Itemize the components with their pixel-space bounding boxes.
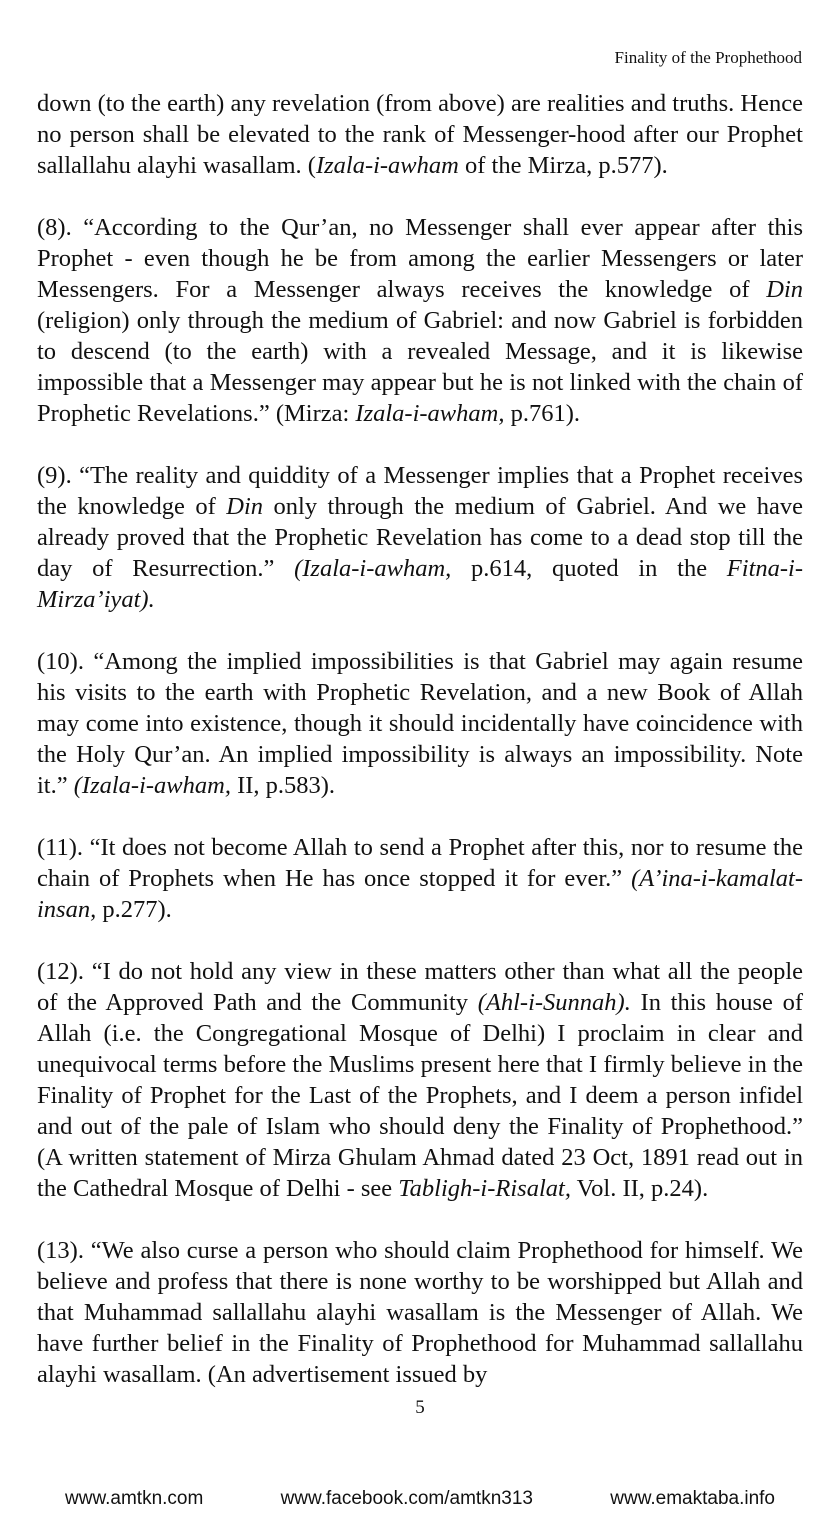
text-run: (13). “We also curse a person who should claim Prophethood for himself. We believe and profess that there is none worthy to be worshipped but Allah and that Muhammad sallallahu alayhi wasallam is the Messenger of Allah. We have further belief in the Finality of Prophethood for Muhammad sallallahu alayhi wasallam. (An advertisement issued by xyxy=(37,1237,803,1388)
citation-italic: Din xyxy=(226,493,264,520)
text-run: (10). “Among the implied impossibilities is that Gabriel may again resume his visits to the earth with Prophetic Revelation, and a new Book of Allah may come into existence, though it should incidentally have coincidence with the Holy Qur’an. An implied impossibility is always an impossibility. Note it.” xyxy=(37,648,803,799)
text-run: In this house of Allah (i.e. the Congregational Mosque of Delhi) I proclaim in clear and unequivocal terms before the Muslims present here that I firmly believe in the Finality of Prophet for the Last of the Prophets, and I deem a person infidel and out of the pale of Islam who should deny the Finality of Prophethood.” (A written statement of Mirza Ghulam Ahmad dated 23 Oct, 1891 read out in the Cathedral Mosque of Delhi - see xyxy=(37,989,803,1202)
paragraph-8 xyxy=(37,212,803,429)
citation-italic: Din xyxy=(766,276,803,303)
text-run: down (to the earth) any revelation (from above) are realities and truths. Hence no person shall be elevated to the rank of Messenger-hood after our Prophet sallallahu alayhi wasallam. ( xyxy=(37,90,803,179)
citation-italic: Tabligh-i-Risalat, xyxy=(398,1175,571,1202)
text-run: (11). “It does not become Allah to send a Prophet after this, nor to resume the chain of Prophets when He has once stopped it for ever.” xyxy=(37,834,803,892)
paragraph-11 xyxy=(37,832,803,925)
paragraph-10 xyxy=(37,646,803,801)
text-run: (religion) only through the medium of Gabriel: and now Gabriel is forbidden to descend (to the earth) with a revealed Message, and it is likewise impossible that a Messenger may appear but he is not linked with the chain of Prophetic Revelations.” (Mirza: xyxy=(37,307,803,427)
footer-links xyxy=(65,1488,775,1510)
citation-italic: (Ahl-i-Sunnah). xyxy=(477,989,631,1016)
text-run: p.761). xyxy=(504,400,580,427)
running-header: Finality of the Prophethood xyxy=(614,48,802,67)
citation-italic: Fitna-i-Mirza’iyat). xyxy=(37,555,804,613)
paragraph-continuation xyxy=(37,88,803,181)
text-run: (8). “According to the Qur’an, no Messenger shall ever appear after this Prophet - even though he be from among the earlier Messengers or later Messengers. For a Messenger always receives the knowledge of xyxy=(37,214,803,303)
text-run: p.277). xyxy=(96,896,172,923)
citation-italic: Izala-i-awham, xyxy=(355,400,505,427)
paragraph-13 xyxy=(37,1235,803,1390)
text-run: II, p.583). xyxy=(230,772,336,799)
footer-link-facebook[interactable]: www.facebook.com/amtkn313 xyxy=(280,1488,533,1509)
footer-link-emaktaba[interactable]: www.emaktaba.info xyxy=(610,1488,775,1509)
paragraph-9 xyxy=(37,460,803,615)
body-text xyxy=(37,88,803,1421)
text-run: Vol. II, p.24). xyxy=(570,1175,709,1202)
text-run: p.614, quoted in the xyxy=(451,555,727,582)
citation-italic: (Izala-i-awham, xyxy=(73,772,231,799)
citation-italic: (Izala-i-awham, xyxy=(294,555,452,582)
text-run: only through the medium of Gabriel. And we have already proved that the Prophetic Revelation has come to a dead stop till the day of Resurrection.” xyxy=(37,493,803,582)
citation-italic: Izala-i-awham xyxy=(315,152,459,179)
text-run: (9). “The reality and quiddity of a Messenger implies that a Prophet receives the knowledge of xyxy=(37,462,803,520)
citation-italic: (A’ina-i-kamalat-insan, xyxy=(37,865,803,923)
paragraph-12 xyxy=(37,956,803,1204)
text-run: (12). “I do not hold any view in these matters other than what all the people of the Approved Path and the Community xyxy=(37,958,803,1016)
footer-link-amtkn[interactable]: www.amtkn.com xyxy=(65,1488,204,1509)
text-run: of the Mirza, p.577). xyxy=(458,152,668,179)
page-number: 5 xyxy=(415,1397,425,1418)
